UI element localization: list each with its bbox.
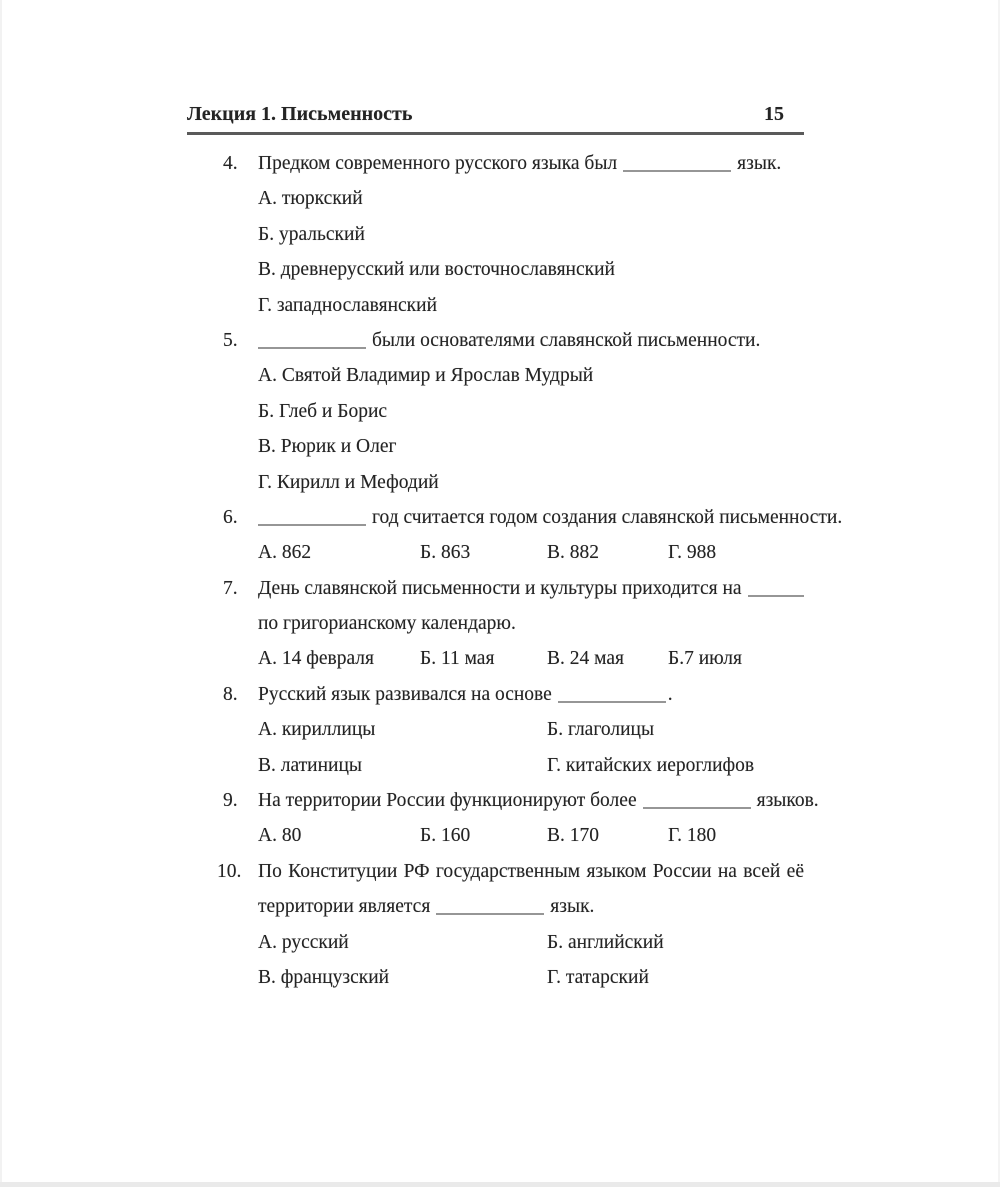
question-9-option-g: Г. 180 (668, 825, 717, 847)
question-9-options-row (258, 818, 804, 853)
running-header (187, 103, 804, 135)
quiz-body (187, 146, 843, 995)
question-9-option-v: В. 170 (547, 825, 600, 847)
page-number: 15 (764, 103, 784, 125)
question-10-number: 10. (217, 860, 242, 882)
question-8-option-v: В. латиницы (258, 754, 363, 776)
question-10-option-a: А. русский (258, 931, 349, 953)
question-7 (187, 571, 804, 606)
question-10-option-g: Г. татарский (547, 966, 649, 988)
question-6-options-row (258, 535, 804, 570)
question-4-blank (623, 168, 731, 172)
question-9-text-after: языков. (756, 790, 819, 812)
question-8-option-g: Г. китайских иероглифов (547, 754, 755, 776)
question-7-blank (748, 592, 804, 596)
question-6-number: 6. (223, 506, 238, 528)
question-7-option-a: А. 14 февраля (258, 648, 374, 670)
question-7-options-row (258, 641, 804, 676)
question-10-option-b: Б. английский (547, 931, 664, 953)
question-6-option-v: В. 882 (547, 542, 600, 564)
question-7-option-b: Б. 11 мая (420, 648, 495, 670)
question-5-option-g: Г. Кирилл и Мефодий (258, 471, 439, 493)
scan-edge-bottom (0, 1182, 1000, 1187)
question-7-text-line1 (258, 571, 804, 606)
question-10-options-row-1 (258, 925, 804, 960)
question-8-text-before: Русский язык развивался на основе (258, 683, 552, 705)
question-5-text-after: были основателями славянской письменности. (372, 329, 761, 351)
question-9-option-a: А. 80 (258, 825, 302, 847)
question-5 (187, 323, 804, 358)
question-4-text-before: Предком современного русского языка был (258, 153, 618, 174)
question-10-text-line2 (258, 889, 804, 924)
question-8-options-row-1 (258, 712, 804, 747)
question-9-option-b: Б. 160 (420, 825, 471, 847)
question-4-option-a: А. тюркский (258, 188, 363, 210)
question-8 (187, 677, 804, 712)
question-9-text (258, 783, 819, 818)
question-7-option-v: В. 24 мая (547, 648, 624, 670)
question-5-option-b: Б. Глеб и Борис (258, 400, 388, 422)
question-6 (187, 500, 843, 535)
question-4-text (258, 146, 804, 181)
question-10-options-row-2 (258, 960, 804, 995)
question-7-option-g: Б.7 июля (668, 648, 742, 670)
question-8-options-row-2 (258, 748, 804, 783)
question-8-number: 8. (223, 683, 238, 705)
question-9-text-before: На территории России функционируют более (258, 790, 637, 812)
question-8-text-after: . (667, 683, 673, 705)
question-9-blank (643, 805, 751, 809)
question-5-blank (258, 344, 366, 348)
question-8-option-a: А. кириллицы (258, 719, 376, 741)
question-7-text-line2: по григорианскому календарю. (258, 613, 516, 635)
question-8-blank (558, 698, 666, 702)
question-10 (187, 854, 804, 889)
question-6-blank (258, 521, 366, 525)
question-5-number: 5. (223, 329, 238, 351)
question-10-text-line1: По Конституции РФ государственным языком России на всей её (258, 860, 804, 882)
question-6-text-after: год считается годом создания славянской письменности. (372, 506, 843, 528)
question-9 (187, 783, 819, 818)
question-4-text-after: язык. (737, 153, 782, 174)
question-4 (187, 146, 804, 181)
question-4-option-g: Г. западнославянский (258, 294, 438, 316)
question-4-option-v: В. древнерусский или восточнославянский (258, 259, 615, 281)
scan-edge-left (0, 0, 2, 1187)
question-5-option-a: А. Святой Владимир и Ярослав Мудрый (258, 365, 594, 387)
question-5-option-v: В. Рюрик и Олег (258, 436, 397, 458)
question-4-option-b: Б. уральский (258, 223, 365, 245)
question-8-option-b: Б. глаголицы (547, 719, 655, 741)
running-header-title: Лекция 1. Письменность (187, 103, 413, 125)
question-10-blank (436, 911, 544, 915)
question-10-text-before: территории является (258, 896, 431, 918)
question-10-option-v: В. французский (258, 966, 390, 988)
question-8-text (258, 677, 804, 712)
question-6-option-b: Б. 863 (420, 542, 471, 564)
question-10-text-after: язык. (550, 896, 595, 918)
question-9-number: 9. (223, 790, 238, 812)
question-7-text-before: День славянской письменности и культуры приходится на (258, 577, 742, 599)
question-6-option-g: Г. 988 (668, 542, 717, 564)
question-4-number: 4. (223, 153, 238, 174)
question-6-text (258, 500, 843, 535)
question-5-text (258, 323, 804, 358)
question-7-number: 7. (223, 577, 238, 599)
question-6-option-a: А. 862 (258, 542, 312, 564)
